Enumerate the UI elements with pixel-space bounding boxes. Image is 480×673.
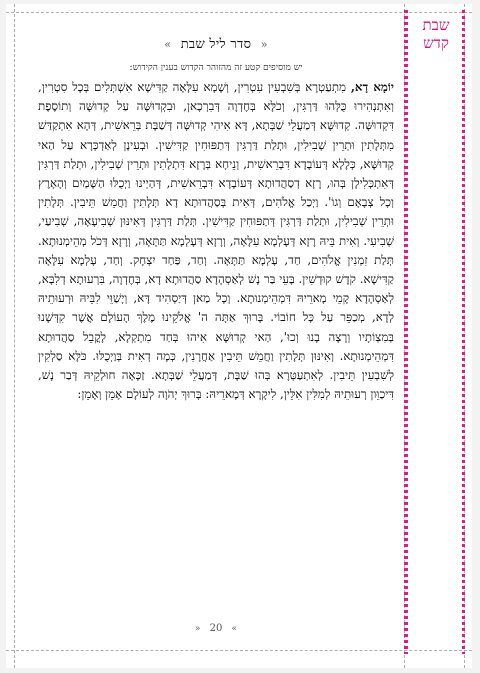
passage-text: מִתְעַטְרָא בְּשִׁבְעִין עִטְרִין, וְשָׁמָא עִלָּאָה קַדִּישָׁא אִשְׁתְּלִים בְּכָל סִטְרִין, וְאִתְנְהִירוּ כֻּלְּהוּ דַּרְגִּין, וְכֹלָּא בְּחֶדְוָה דְּבִרְכָאן, וּבִקְדוּשָּׁה עַל קְדוּשָּׁה וְתוֹסֶפֶת דִּקְדוּשָּׁה. קְדוּשָּׁא דְּמַעֲלֵי שַׁבְּתָא, דָּא אִיהִי קְדוּשָּׁה דְּשַׁבָּת בְּרֵאשִׁית, דְּהָא אִתְקַדַּשׁ מִתְּלָתִין וּתְרֵין שְׁבִילִין, וּתְלַת דַּרְגִּין דְּתַפּוּחִין קַדִּישִׁין. וּבְעִינָן לְאַדְכְּרָא עַל הַאי קְדוּשָּׁא, כְּלָלָא דְּעוֹבָדָא דִּבְרֵאשִׁית, וְנֵיחָא בְּרָזָא דִּתְלָתִין וּתְרֵין שְׁבִילִין, וּתְלַת דַּרְגִּין דְּאִתְכְּלִילָן בְּהוּ, רָזָא דְסַהֲדוּתָא דְּעוֹבָדָא דִּבְרֵאשִׁית, דְּהַיְינוּ וַיְכֻלּוּ הַשָּׁמַיִם וְהָאָרֶץ וְכָל צְבָאָם וְגוֹ'. וַיְכַל אֱלֹהִים, דְּאִית בְּסַהֲדוּתָא דָא תְּלָתִין וַחֲמֵשׁ תֵּיבִין. תְּלָתִין וּתְרֵין שְׁבִילִין, וּתְלַת דַּרְגִּין דְּתַפּוּחִין קַדִּישִׁין. תְּלַת דַּרְגִּין דְּאִינּוּן שְׁבִיעָאָה, שְׁבִיעַי, שְׁבִיעִי. וְאִית בֵּיהּ רָזָא דְּעָלְמָא עִלָּאָה, וְרָזָא דְּעָלְמָא תַּתָּאָה, וְרָזָא דְּכֹל מְהֵימְנוּתָא. תְּלַת זִמְנִין אֱלֹהִים, חַד, עָלְמָא תַּתָּאָה. וְחַד, פַּחַד יִצְחָק. וְחַד, עָלְמָא עִלָּאָה קַדִּישָׁא. קֹדֶשׁ קוּדְשִׁין. בָּעֵי בַּר נָשׁ לְאַסְהָדָא סַהֲדוּתָא דָא, בְּחֶדְוָה, בִּרְעוּתָא דְלִבָּא, לְאַסְהָדָא קָמֵי מָארֵיהּ דִּמְהֵימְנוּתָא. וְכָל מַאן דְּיַסְהִיד דָּא, וְיָשַׁוֵּי לִבֵּיהּ וּרְעוּתֵיהּ לְדָא, מְכַפֵּר עַל כָּל חוֹבוֹי. בָּרוּךְ אַתָּה ה' אֱלֹקֵינוּ מֶלֶךְ הָעוֹלָם אֲשֶׁר קִדְּשָׁנוּ בְּמִצְוֹתָיו וְרָצָה בָנוּ וְכוּ', הַאי קְדוּשָּׁא אִיהוּ בְּחַד מִתְקְלָא, לָקֳבֵל סַהֲדוּתָא דִּמְהֵימְנוּתָא. וְאִינּוּן תְּלָתִין וַחֲמֵשׁ תֵּיבִין אַחֲרָנִין, כְּמָה דְאִית בְּוַיְכֻלּוּ. כֹּלָּא סַלְקִין לְשִׁבְעִין תֵּיבִין. לְאִתְעַטְּרָא בְּהוּ שַׁבָּת, דְּמַעֲלֵי שַׁבְּתָא. זַכָּאָה חוּלְקֵיהּ דְּבַר נָשׁ, דִּיכַוֵּון רְעוּתֵיהּ לְמִלִּין אִלֵּין, לִיקָרָא דְּמָארֵיהּ: בָּרוּךְ יְהֹוָה לְעוֹלָם אָמֵן וְאָמֵן:	[38, 80, 394, 402]
title-ornament-icon: »	[164, 38, 172, 51]
side-tab-line2: קדש	[423, 34, 449, 52]
footer-ornament-icon: «	[194, 624, 201, 634]
page-title	[38, 36, 394, 52]
title-text: סדר ליל שבת	[180, 37, 252, 52]
section-side-tab	[402, 10, 466, 654]
passage-lead-word: יוֹמָא דָא,	[350, 80, 394, 94]
page-number: 20	[209, 623, 223, 634]
page-content	[38, 36, 394, 404]
footer-ornament-icon: »	[231, 624, 238, 634]
tab-dotted-border	[462, 10, 465, 654]
margin-guide-line	[14, 4, 15, 668]
zohar-passage	[38, 78, 394, 404]
title-ornament-icon: «	[260, 38, 268, 51]
page-footer	[38, 623, 394, 634]
intro-note: יש מוסיפים קטע זה מהזוהר הקדוש בענין הקידוש:	[129, 63, 303, 73]
side-tab-label	[412, 16, 460, 52]
side-tab-line1: שבת	[422, 16, 450, 34]
tab-dotted-border	[404, 10, 408, 654]
